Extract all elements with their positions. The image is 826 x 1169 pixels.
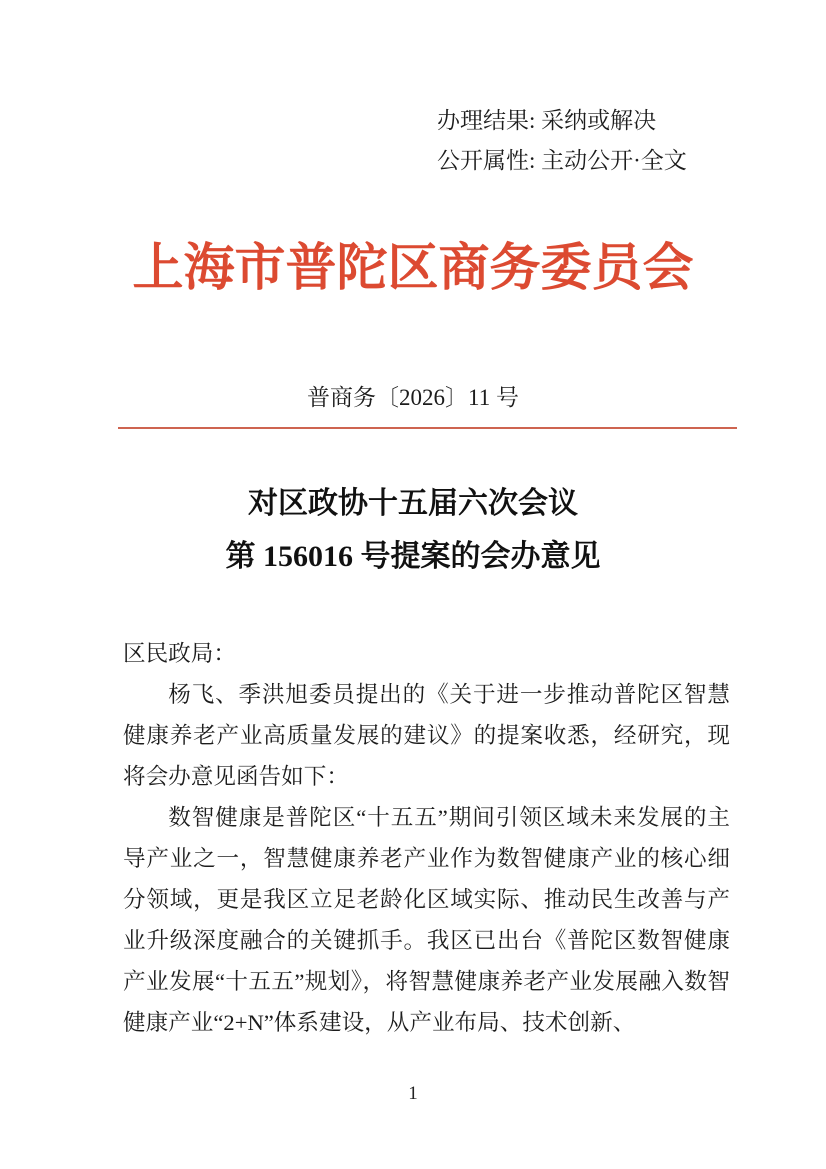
body-paragraph-2: 数智健康是普陀区“十五五”期间引领区域未来发展的主导产业之一，智慧健康养老产业作为数智健康产业的核心细分领域，更是我区立足老龄化区域实际、推动民生改善与产业升级深度融合的关键抓手。我区已出台《普陀区数智健康产业发展“十五五”规划》，将智慧健康养老产业发展融入数智健康产业“2+N”体系建设，从产业布局、技术创新、 [123, 805, 730, 1035]
document-body [123, 633, 730, 1043]
handling-result-line: 办理结果: 采纳或解决 [437, 108, 657, 133]
body-paragraph-1: 杨飞、季洪旭委员提出的《关于进一步推动普陀区智慧健康养老产业高质量发展的建议》的提案收悉，经研究，现将会办意见函告如下： [123, 682, 730, 789]
document-title-line1: 对区政协十五届六次会议 [248, 487, 578, 520]
publicity-attribute-line: 公开属性: 主动公开·全文 [437, 148, 687, 173]
page-number: 1 [408, 1083, 418, 1104]
meta-block [0, 0, 826, 181]
letterhead-divider-line [118, 427, 737, 429]
document-number: 普商务〔2026〕11 号 [307, 385, 519, 410]
document-title-line2: 第 156016 号提案的会办意见 [225, 540, 601, 573]
document-title [0, 477, 826, 583]
salutation: 区民政局： [123, 641, 236, 666]
agency-letterhead-title: 上海市普陀区商务委员会 [132, 241, 694, 297]
